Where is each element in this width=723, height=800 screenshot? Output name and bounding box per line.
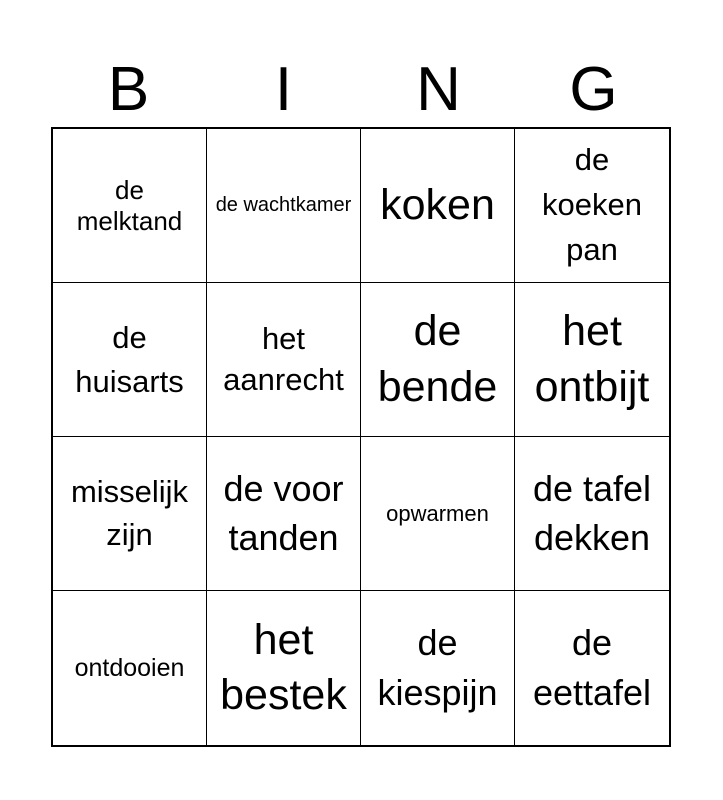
cell-label: de koeken pan — [542, 142, 642, 267]
bingo-cell[interactable] — [515, 283, 669, 437]
bingo-cell[interactable] — [361, 591, 515, 745]
cell-label: opwarmen — [386, 500, 489, 526]
bingo-cell[interactable] — [53, 591, 207, 745]
bingo-cell[interactable] — [207, 283, 361, 437]
cell-label: de tafel dekken — [532, 467, 652, 558]
bingo-cell[interactable] — [207, 437, 361, 591]
bingo-cell[interactable] — [207, 591, 361, 745]
bingo-cell[interactable] — [361, 437, 515, 591]
bingo-cell[interactable] — [53, 437, 207, 591]
bingo-cell[interactable] — [207, 129, 361, 283]
cell-label: het bestek — [220, 615, 347, 719]
cell-label: de kiespijn — [377, 622, 498, 713]
bingo-cell[interactable] — [53, 129, 207, 283]
cell-label: de bende — [377, 306, 498, 411]
bingo-cell[interactable] — [361, 129, 515, 283]
header-letter-b: B — [107, 55, 150, 124]
cell-label: de huisarts — [75, 320, 184, 399]
cell-label: ontdooien — [74, 653, 185, 682]
bingo-cell[interactable] — [515, 129, 669, 283]
cell-label: het aanrecht — [223, 320, 344, 397]
cell-label: de eettafel — [532, 622, 652, 713]
cell-label: het ontbijt — [534, 306, 650, 411]
cell-label: de melktand — [76, 175, 183, 236]
cell-label: de wachtkamer — [215, 193, 352, 216]
bingo-cell[interactable] — [361, 283, 515, 437]
cell-label: misselijk zijn — [70, 473, 189, 552]
bingo-cell[interactable] — [515, 437, 669, 591]
header-letter-g: G — [569, 55, 618, 124]
cell-label: koken — [380, 180, 495, 229]
bingo-cell[interactable] — [515, 591, 669, 745]
cell-label: de voor tanden — [223, 467, 344, 558]
header-letter-i: I — [274, 55, 293, 124]
bingo-header — [51, 52, 671, 128]
bingo-cell[interactable] — [53, 283, 207, 437]
bingo-board — [51, 127, 671, 747]
header-letter-n: N — [416, 55, 461, 124]
